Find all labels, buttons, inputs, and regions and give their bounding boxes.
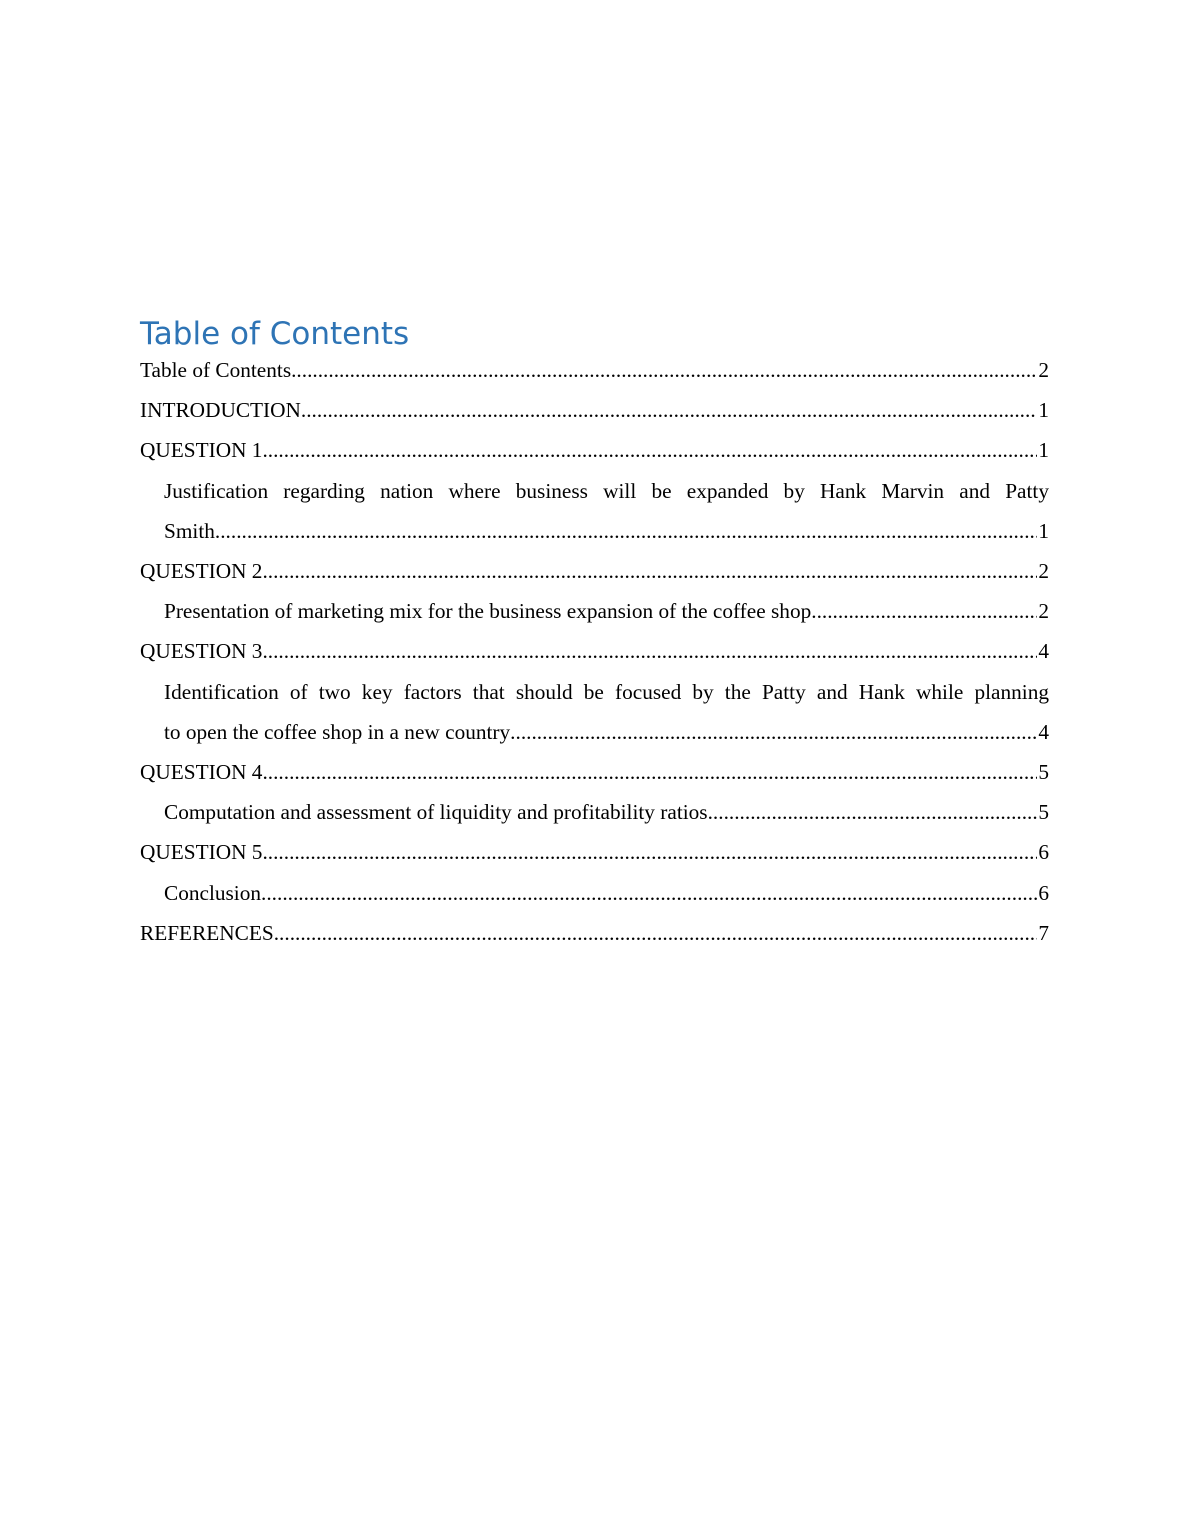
toc-entry-title: QUESTION 3: [140, 639, 263, 664]
toc-page-number: 6: [1038, 840, 1049, 865]
toc-page-number: 5: [1038, 800, 1049, 825]
toc-page-number: 1: [1038, 438, 1049, 463]
toc-entry-introduction[interactable]: [140, 390, 1049, 430]
toc-page-number: 7: [1038, 920, 1049, 945]
toc-entry-references[interactable]: [140, 913, 1049, 953]
toc-entry-title: Conclusion: [164, 880, 262, 905]
toc-page-number: 4: [1038, 719, 1049, 744]
toc-list: [140, 350, 1049, 953]
toc-entry-title: INTRODUCTION: [140, 398, 301, 423]
toc-leader-dots: [291, 350, 1037, 390]
toc-entry-justification[interactable]: [140, 471, 1049, 551]
toc-heading: Table of Contents: [140, 316, 410, 352]
toc-page-number: 5: [1038, 760, 1049, 785]
toc-page-number: 2: [1038, 599, 1049, 624]
toc-entry-title: Computation and assessment of liquidity and profitability ratios: [164, 800, 708, 825]
toc-entry-ratios[interactable]: [140, 792, 1049, 832]
toc-page-number: 1: [1038, 398, 1049, 423]
toc-entry-question-4[interactable]: [140, 752, 1049, 792]
toc-page-number: 6: [1038, 880, 1049, 905]
toc-leader-dots: [274, 913, 1038, 953]
toc-entry-title: QUESTION 5: [140, 840, 263, 865]
toc-leader-dots: [262, 631, 1037, 671]
toc-entry-conclusion[interactable]: [140, 873, 1049, 913]
toc-page-number: 2: [1038, 358, 1049, 382]
toc-leader-dots: [510, 712, 1037, 752]
toc-entry-title: REFERENCES: [140, 920, 274, 945]
toc-entry-title: QUESTION 2: [140, 559, 263, 584]
toc-entry-title-line-1: Justification regarding nation where business will be expanded by Hank Marvin and Patty: [164, 478, 1049, 503]
toc-page-number: 1: [1038, 518, 1049, 543]
toc-entry-title-line-1: Identification of two key factors that should be focused by the Patty and Hank while planning: [164, 679, 1049, 704]
toc-leader-dots: [811, 591, 1037, 631]
toc-entry-title-line-2: to open the coffee shop in a new country: [164, 719, 511, 744]
toc-entry-title-line-2: Smith: [164, 518, 215, 543]
toc-entry-question-2[interactable]: [140, 551, 1049, 591]
toc-entry-marketing-mix[interactable]: [140, 591, 1049, 631]
toc-leader-dots: [262, 430, 1037, 470]
toc-entry-title: QUESTION 4: [140, 760, 263, 785]
toc-entry-table-of-contents[interactable]: [140, 350, 1049, 390]
toc-leader-dots: [708, 792, 1038, 832]
toc-leader-dots: [301, 390, 1037, 430]
toc-leader-dots: [215, 511, 1037, 551]
toc-entry-key-factors[interactable]: [140, 672, 1049, 752]
toc-page-number: 4: [1038, 639, 1049, 664]
toc-entry-question-5[interactable]: [140, 832, 1049, 872]
toc-leader-dots: [262, 832, 1037, 872]
toc-page-number: 2: [1038, 559, 1049, 584]
toc-entry-title: Presentation of marketing mix for the business expansion of the coffee shop: [164, 599, 812, 624]
toc-entry-title: QUESTION 1: [140, 438, 263, 463]
toc-leader-dots: [262, 752, 1037, 792]
toc-entry-question-3[interactable]: [140, 631, 1049, 671]
toc-entry-title: Table of Contents: [140, 358, 292, 382]
toc-leader-dots: [262, 551, 1037, 591]
toc-leader-dots: [261, 873, 1037, 913]
toc-entry-question-1[interactable]: [140, 430, 1049, 470]
